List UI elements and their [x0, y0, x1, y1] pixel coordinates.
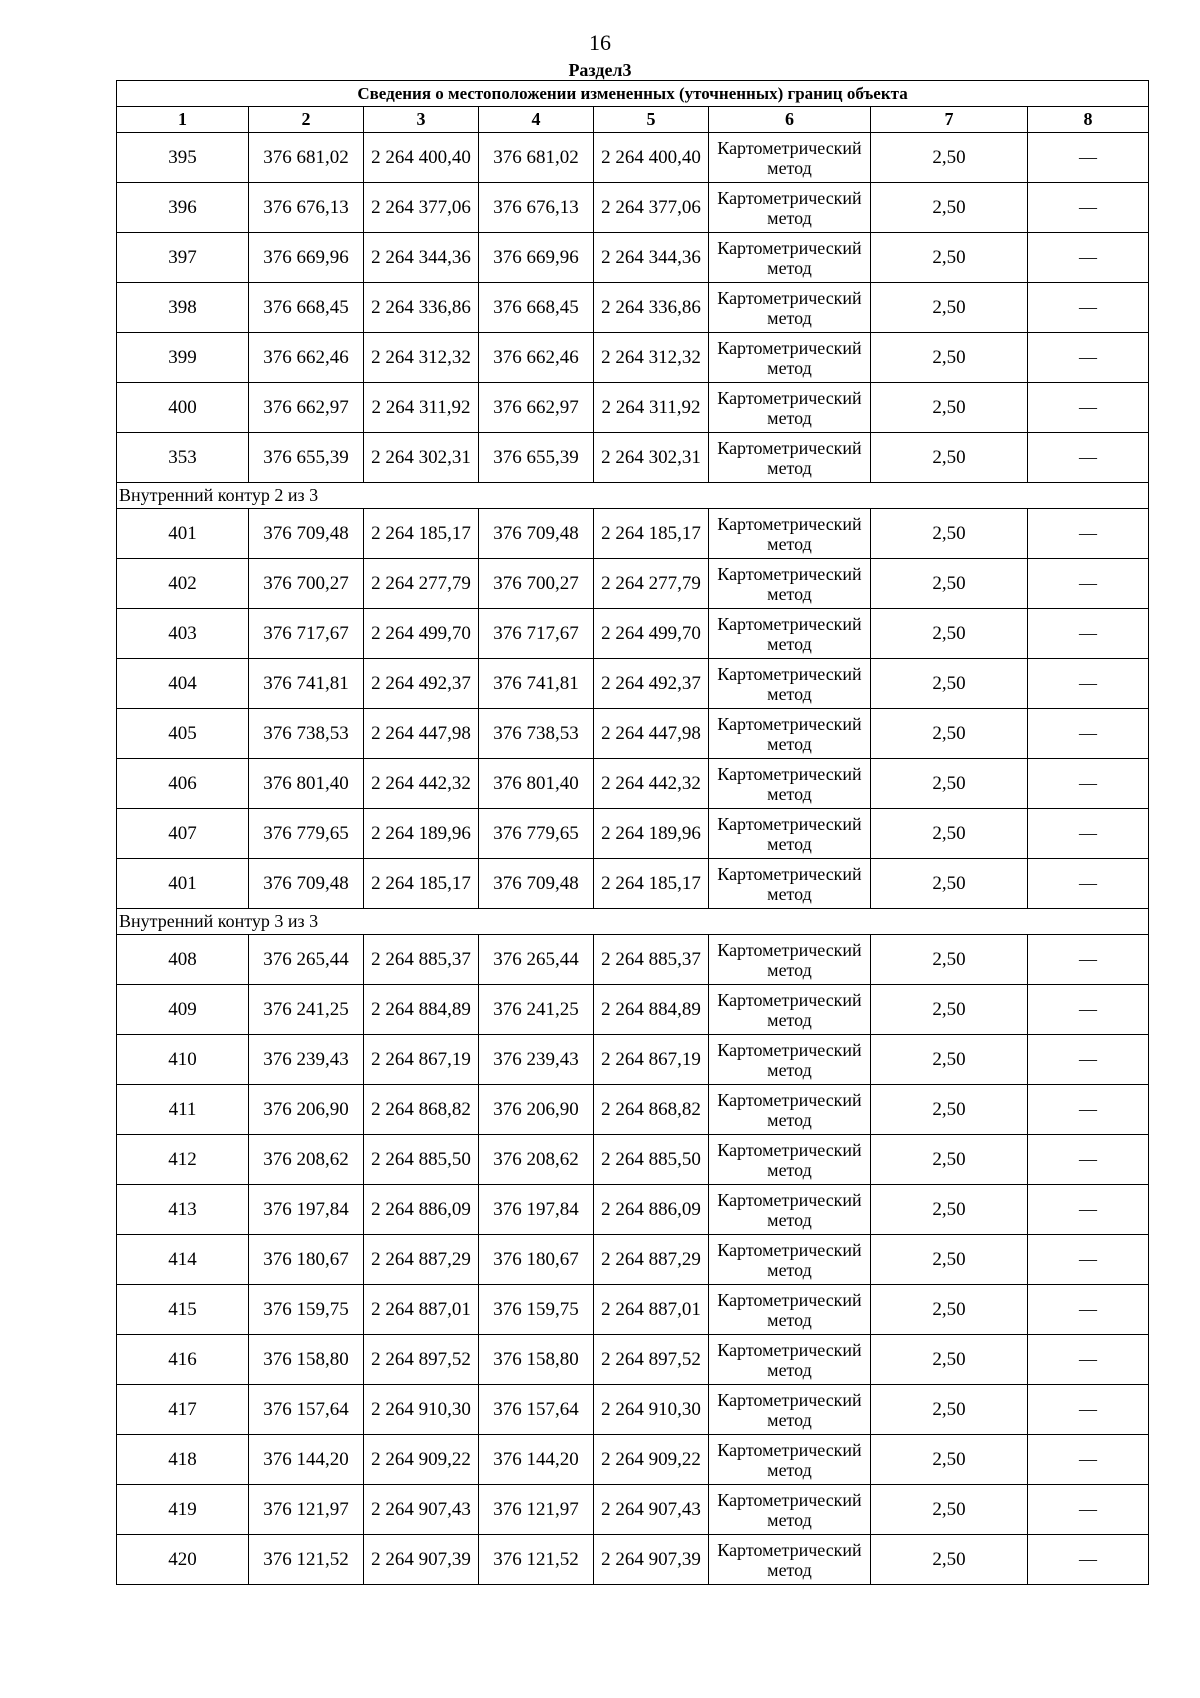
- accuracy-cell: 2,50: [871, 1385, 1028, 1435]
- table-row: [117, 1035, 1149, 1085]
- point-number-cell: 402: [117, 559, 249, 609]
- y-refined-cell: 2 264 499,70: [594, 609, 709, 659]
- point-number-cell: 410: [117, 1035, 249, 1085]
- point-number-cell: 396: [117, 183, 249, 233]
- y-existing-cell: 2 264 885,37: [364, 935, 479, 985]
- method-cell: Картометрический метод: [709, 133, 871, 183]
- table-row: [117, 1185, 1149, 1235]
- y-existing-cell: 2 264 867,19: [364, 1035, 479, 1085]
- point-number-cell: 406: [117, 759, 249, 809]
- y-refined-cell: 2 264 400,40: [594, 133, 709, 183]
- x-refined-cell: 376 157,64: [479, 1385, 594, 1435]
- y-refined-cell: 2 264 344,36: [594, 233, 709, 283]
- method-cell: Картометрический метод: [709, 1285, 871, 1335]
- y-existing-cell: 2 264 868,82: [364, 1085, 479, 1135]
- column-number: 5: [594, 107, 709, 133]
- method-cell: Картометрический метод: [709, 859, 871, 909]
- y-refined-cell: 2 264 887,29: [594, 1235, 709, 1285]
- accuracy-cell: 2,50: [871, 559, 1028, 609]
- accuracy-cell: 2,50: [871, 233, 1028, 283]
- table-row: [117, 1535, 1149, 1585]
- point-number-cell: 401: [117, 509, 249, 559]
- description-cell: —: [1028, 1285, 1149, 1335]
- method-cell: Картометрический метод: [709, 709, 871, 759]
- method-cell: Картометрический метод: [709, 509, 871, 559]
- table-row: [117, 1235, 1149, 1285]
- section-title: Раздел3: [568, 60, 632, 80]
- x-existing-cell: 376 144,20: [249, 1435, 364, 1485]
- y-existing-cell: 2 264 442,32: [364, 759, 479, 809]
- accuracy-cell: 2,50: [871, 333, 1028, 383]
- point-number-cell: 353: [117, 433, 249, 483]
- table-row: [117, 859, 1149, 909]
- table-row: [117, 935, 1149, 985]
- x-existing-cell: 376 206,90: [249, 1085, 364, 1135]
- accuracy-cell: 2,50: [871, 383, 1028, 433]
- column-number: 6: [709, 107, 871, 133]
- table-row: [117, 1335, 1149, 1385]
- x-refined-cell: 376 197,84: [479, 1185, 594, 1235]
- x-refined-cell: 376 681,02: [479, 133, 594, 183]
- y-refined-cell: 2 264 447,98: [594, 709, 709, 759]
- method-cell: Картометрический метод: [709, 1135, 871, 1185]
- method-cell: Картометрический метод: [709, 383, 871, 433]
- column-number-row: [117, 107, 1149, 133]
- x-existing-cell: 376 681,02: [249, 133, 364, 183]
- method-cell: Картометрический метод: [709, 1485, 871, 1535]
- y-refined-cell: 2 264 885,37: [594, 935, 709, 985]
- table-row: [117, 659, 1149, 709]
- point-number-cell: 411: [117, 1085, 249, 1135]
- method-cell: Картометрический метод: [709, 559, 871, 609]
- y-existing-cell: 2 264 400,40: [364, 133, 479, 183]
- column-number: 8: [1028, 107, 1149, 133]
- x-existing-cell: 376 662,46: [249, 333, 364, 383]
- x-existing-cell: 376 717,67: [249, 609, 364, 659]
- x-refined-cell: 376 121,52: [479, 1535, 594, 1585]
- contour-label-row: [117, 909, 1149, 935]
- x-existing-cell: 376 241,25: [249, 985, 364, 1035]
- point-number-cell: 405: [117, 709, 249, 759]
- accuracy-cell: 2,50: [871, 1285, 1028, 1335]
- y-refined-cell: 2 264 185,17: [594, 859, 709, 909]
- x-existing-cell: 376 655,39: [249, 433, 364, 483]
- y-existing-cell: 2 264 907,39: [364, 1535, 479, 1585]
- x-existing-cell: 376 709,48: [249, 859, 364, 909]
- point-number-cell: 407: [117, 809, 249, 859]
- method-cell: Картометрический метод: [709, 935, 871, 985]
- method-cell: Картометрический метод: [709, 659, 871, 709]
- x-refined-cell: 376 208,62: [479, 1135, 594, 1185]
- x-refined-cell: 376 265,44: [479, 935, 594, 985]
- description-cell: —: [1028, 383, 1149, 433]
- accuracy-cell: 2,50: [871, 1185, 1028, 1235]
- table-row: [117, 1435, 1149, 1485]
- x-existing-cell: 376 208,62: [249, 1135, 364, 1185]
- y-refined-cell: 2 264 868,82: [594, 1085, 709, 1135]
- y-refined-cell: 2 264 377,06: [594, 183, 709, 233]
- accuracy-cell: 2,50: [871, 1135, 1028, 1185]
- accuracy-cell: 2,50: [871, 133, 1028, 183]
- description-cell: —: [1028, 333, 1149, 383]
- x-existing-cell: 376 159,75: [249, 1285, 364, 1335]
- y-existing-cell: 2 264 185,17: [364, 859, 479, 909]
- y-refined-cell: 2 264 885,50: [594, 1135, 709, 1185]
- y-refined-cell: 2 264 185,17: [594, 509, 709, 559]
- accuracy-cell: 2,50: [871, 1085, 1028, 1135]
- point-number-cell: 416: [117, 1335, 249, 1385]
- x-refined-cell: 376 801,40: [479, 759, 594, 809]
- x-refined-cell: 376 717,67: [479, 609, 594, 659]
- y-refined-cell: 2 264 277,79: [594, 559, 709, 609]
- point-number-cell: 420: [117, 1535, 249, 1585]
- accuracy-cell: 2,50: [871, 709, 1028, 759]
- point-number-cell: 419: [117, 1485, 249, 1535]
- y-existing-cell: 2 264 885,50: [364, 1135, 479, 1185]
- column-number: 1: [117, 107, 249, 133]
- description-cell: —: [1028, 609, 1149, 659]
- table-caption-row: [117, 81, 1149, 107]
- y-refined-cell: 2 264 867,19: [594, 1035, 709, 1085]
- x-existing-cell: 376 239,43: [249, 1035, 364, 1085]
- table-row: [117, 333, 1149, 383]
- point-number-cell: 418: [117, 1435, 249, 1485]
- y-existing-cell: 2 264 336,86: [364, 283, 479, 333]
- y-refined-cell: 2 264 311,92: [594, 383, 709, 433]
- y-refined-cell: 2 264 189,96: [594, 809, 709, 859]
- column-number: 3: [364, 107, 479, 133]
- description-cell: —: [1028, 809, 1149, 859]
- point-number-cell: 414: [117, 1235, 249, 1285]
- method-cell: Картометрический метод: [709, 1435, 871, 1485]
- y-existing-cell: 2 264 492,37: [364, 659, 479, 709]
- y-existing-cell: 2 264 377,06: [364, 183, 479, 233]
- x-refined-cell: 376 239,43: [479, 1035, 594, 1085]
- x-existing-cell: 376 738,53: [249, 709, 364, 759]
- table-row: [117, 759, 1149, 809]
- point-number-cell: 413: [117, 1185, 249, 1235]
- description-cell: —: [1028, 433, 1149, 483]
- point-number-cell: 395: [117, 133, 249, 183]
- description-cell: —: [1028, 759, 1149, 809]
- description-cell: —: [1028, 283, 1149, 333]
- description-cell: —: [1028, 709, 1149, 759]
- method-cell: Картометрический метод: [709, 283, 871, 333]
- table-row: [117, 133, 1149, 183]
- accuracy-cell: 2,50: [871, 759, 1028, 809]
- y-existing-cell: 2 264 886,09: [364, 1185, 479, 1235]
- y-existing-cell: 2 264 311,92: [364, 383, 479, 433]
- point-number-cell: 401: [117, 859, 249, 909]
- x-refined-cell: 376 669,96: [479, 233, 594, 283]
- table-row: [117, 283, 1149, 333]
- accuracy-cell: 2,50: [871, 1435, 1028, 1485]
- x-refined-cell: 376 121,97: [479, 1485, 594, 1535]
- description-cell: —: [1028, 1535, 1149, 1585]
- table-row: [117, 1485, 1149, 1535]
- table-row: [117, 1285, 1149, 1335]
- x-existing-cell: 376 709,48: [249, 509, 364, 559]
- x-existing-cell: 376 157,64: [249, 1385, 364, 1435]
- y-existing-cell: 2 264 447,98: [364, 709, 479, 759]
- point-number-cell: 409: [117, 985, 249, 1035]
- accuracy-cell: 2,50: [871, 985, 1028, 1035]
- x-existing-cell: 376 180,67: [249, 1235, 364, 1285]
- y-existing-cell: 2 264 499,70: [364, 609, 479, 659]
- y-existing-cell: 2 264 884,89: [364, 985, 479, 1035]
- y-existing-cell: 2 264 907,43: [364, 1485, 479, 1535]
- description-cell: —: [1028, 859, 1149, 909]
- x-refined-cell: 376 206,90: [479, 1085, 594, 1135]
- description-cell: —: [1028, 509, 1149, 559]
- accuracy-cell: 2,50: [871, 609, 1028, 659]
- description-cell: —: [1028, 1235, 1149, 1285]
- y-existing-cell: 2 264 189,96: [364, 809, 479, 859]
- description-cell: —: [1028, 1185, 1149, 1235]
- method-cell: Картометрический метод: [709, 985, 871, 1035]
- accuracy-cell: 2,50: [871, 935, 1028, 985]
- method-cell: Картометрический метод: [709, 759, 871, 809]
- table-row: [117, 609, 1149, 659]
- method-cell: Картометрический метод: [709, 433, 871, 483]
- table-row: [117, 1085, 1149, 1135]
- accuracy-cell: 2,50: [871, 1035, 1028, 1085]
- description-cell: —: [1028, 1035, 1149, 1085]
- description-cell: —: [1028, 985, 1149, 1035]
- contour-label: Внутренний контур 2 из 3: [117, 483, 1149, 509]
- x-refined-cell: 376 144,20: [479, 1435, 594, 1485]
- method-cell: Картометрический метод: [709, 333, 871, 383]
- y-refined-cell: 2 264 302,31: [594, 433, 709, 483]
- table-row: [117, 433, 1149, 483]
- column-number: 4: [479, 107, 594, 133]
- x-refined-cell: 376 158,80: [479, 1335, 594, 1385]
- point-number-cell: 404: [117, 659, 249, 709]
- y-existing-cell: 2 264 887,29: [364, 1235, 479, 1285]
- description-cell: —: [1028, 1135, 1149, 1185]
- y-refined-cell: 2 264 910,30: [594, 1385, 709, 1435]
- table-row: [117, 1135, 1149, 1185]
- point-number-cell: 398: [117, 283, 249, 333]
- x-refined-cell: 376 738,53: [479, 709, 594, 759]
- point-number-cell: 400: [117, 383, 249, 433]
- x-existing-cell: 376 668,45: [249, 283, 364, 333]
- description-cell: —: [1028, 1385, 1149, 1435]
- x-refined-cell: 376 700,27: [479, 559, 594, 609]
- column-number: 7: [871, 107, 1028, 133]
- x-refined-cell: 376 180,67: [479, 1235, 594, 1285]
- column-number: 2: [249, 107, 364, 133]
- method-cell: Картометрический метод: [709, 809, 871, 859]
- y-refined-cell: 2 264 907,43: [594, 1485, 709, 1535]
- y-refined-cell: 2 264 336,86: [594, 283, 709, 333]
- method-cell: Картометрический метод: [709, 233, 871, 283]
- accuracy-cell: 2,50: [871, 1535, 1028, 1585]
- x-existing-cell: 376 158,80: [249, 1335, 364, 1385]
- method-cell: Картометрический метод: [709, 1035, 871, 1085]
- accuracy-cell: 2,50: [871, 1485, 1028, 1535]
- description-cell: —: [1028, 935, 1149, 985]
- y-existing-cell: 2 264 910,30: [364, 1385, 479, 1435]
- x-existing-cell: 376 121,97: [249, 1485, 364, 1535]
- description-cell: —: [1028, 659, 1149, 709]
- contour-label-row: [117, 483, 1149, 509]
- y-refined-cell: 2 264 442,32: [594, 759, 709, 809]
- table-caption: Сведения о местоположении измененных (уточненных) границ объекта: [117, 81, 1149, 107]
- x-refined-cell: 376 241,25: [479, 985, 594, 1035]
- x-refined-cell: 376 676,13: [479, 183, 594, 233]
- y-refined-cell: 2 264 887,01: [594, 1285, 709, 1335]
- description-cell: —: [1028, 559, 1149, 609]
- table-row: [117, 509, 1149, 559]
- description-cell: —: [1028, 183, 1149, 233]
- y-existing-cell: 2 264 887,01: [364, 1285, 479, 1335]
- contour-label: Внутренний контур 3 из 3: [117, 909, 1149, 935]
- accuracy-cell: 2,50: [871, 433, 1028, 483]
- y-existing-cell: 2 264 277,79: [364, 559, 479, 609]
- accuracy-cell: 2,50: [871, 659, 1028, 709]
- y-existing-cell: 2 264 185,17: [364, 509, 479, 559]
- table-row: [117, 183, 1149, 233]
- y-refined-cell: 2 264 312,32: [594, 333, 709, 383]
- y-refined-cell: 2 264 897,52: [594, 1335, 709, 1385]
- y-existing-cell: 2 264 897,52: [364, 1335, 479, 1385]
- description-cell: —: [1028, 1085, 1149, 1135]
- y-existing-cell: 2 264 909,22: [364, 1435, 479, 1485]
- y-refined-cell: 2 264 907,39: [594, 1535, 709, 1585]
- x-existing-cell: 376 669,96: [249, 233, 364, 283]
- table-row: [117, 809, 1149, 859]
- table-row: [117, 985, 1149, 1035]
- accuracy-cell: 2,50: [871, 1335, 1028, 1385]
- description-cell: —: [1028, 133, 1149, 183]
- accuracy-cell: 2,50: [871, 859, 1028, 909]
- x-refined-cell: 376 741,81: [479, 659, 594, 709]
- method-cell: Картометрический метод: [709, 1385, 871, 1435]
- accuracy-cell: 2,50: [871, 283, 1028, 333]
- x-refined-cell: 376 779,65: [479, 809, 594, 859]
- point-number-cell: 412: [117, 1135, 249, 1185]
- x-refined-cell: 376 655,39: [479, 433, 594, 483]
- y-existing-cell: 2 264 312,32: [364, 333, 479, 383]
- y-existing-cell: 2 264 302,31: [364, 433, 479, 483]
- y-refined-cell: 2 264 884,89: [594, 985, 709, 1035]
- x-refined-cell: 376 159,75: [479, 1285, 594, 1335]
- method-cell: Картометрический метод: [709, 1335, 871, 1385]
- accuracy-cell: 2,50: [871, 183, 1028, 233]
- boundary-coordinates-table: [116, 80, 1149, 1585]
- description-cell: —: [1028, 1335, 1149, 1385]
- description-cell: —: [1028, 1435, 1149, 1485]
- method-cell: Картометрический метод: [709, 1535, 871, 1585]
- method-cell: Картометрический метод: [709, 609, 871, 659]
- accuracy-cell: 2,50: [871, 809, 1028, 859]
- y-refined-cell: 2 264 492,37: [594, 659, 709, 709]
- accuracy-cell: 2,50: [871, 509, 1028, 559]
- x-refined-cell: 376 662,97: [479, 383, 594, 433]
- y-refined-cell: 2 264 886,09: [594, 1185, 709, 1235]
- method-cell: Картометрический метод: [709, 1085, 871, 1135]
- y-refined-cell: 2 264 909,22: [594, 1435, 709, 1485]
- x-refined-cell: 376 662,46: [479, 333, 594, 383]
- table-row: [117, 1385, 1149, 1435]
- description-cell: —: [1028, 1485, 1149, 1535]
- table-row: [117, 709, 1149, 759]
- table-row: [117, 233, 1149, 283]
- x-existing-cell: 376 741,81: [249, 659, 364, 709]
- page-number: 16: [589, 30, 611, 55]
- x-existing-cell: 376 801,40: [249, 759, 364, 809]
- x-existing-cell: 376 265,44: [249, 935, 364, 985]
- point-number-cell: 397: [117, 233, 249, 283]
- x-existing-cell: 376 662,97: [249, 383, 364, 433]
- accuracy-cell: 2,50: [871, 1235, 1028, 1285]
- method-cell: Картометрический метод: [709, 183, 871, 233]
- x-existing-cell: 376 121,52: [249, 1535, 364, 1585]
- method-cell: Картометрический метод: [709, 1185, 871, 1235]
- x-existing-cell: 376 779,65: [249, 809, 364, 859]
- point-number-cell: 403: [117, 609, 249, 659]
- table-row: [117, 559, 1149, 609]
- y-existing-cell: 2 264 344,36: [364, 233, 479, 283]
- x-refined-cell: 376 709,48: [479, 859, 594, 909]
- description-cell: —: [1028, 233, 1149, 283]
- table-row: [117, 383, 1149, 433]
- x-existing-cell: 376 676,13: [249, 183, 364, 233]
- point-number-cell: 415: [117, 1285, 249, 1335]
- x-existing-cell: 376 700,27: [249, 559, 364, 609]
- point-number-cell: 417: [117, 1385, 249, 1435]
- x-existing-cell: 376 197,84: [249, 1185, 364, 1235]
- method-cell: Картометрический метод: [709, 1235, 871, 1285]
- x-refined-cell: 376 668,45: [479, 283, 594, 333]
- point-number-cell: 408: [117, 935, 249, 985]
- point-number-cell: 399: [117, 333, 249, 383]
- x-refined-cell: 376 709,48: [479, 509, 594, 559]
